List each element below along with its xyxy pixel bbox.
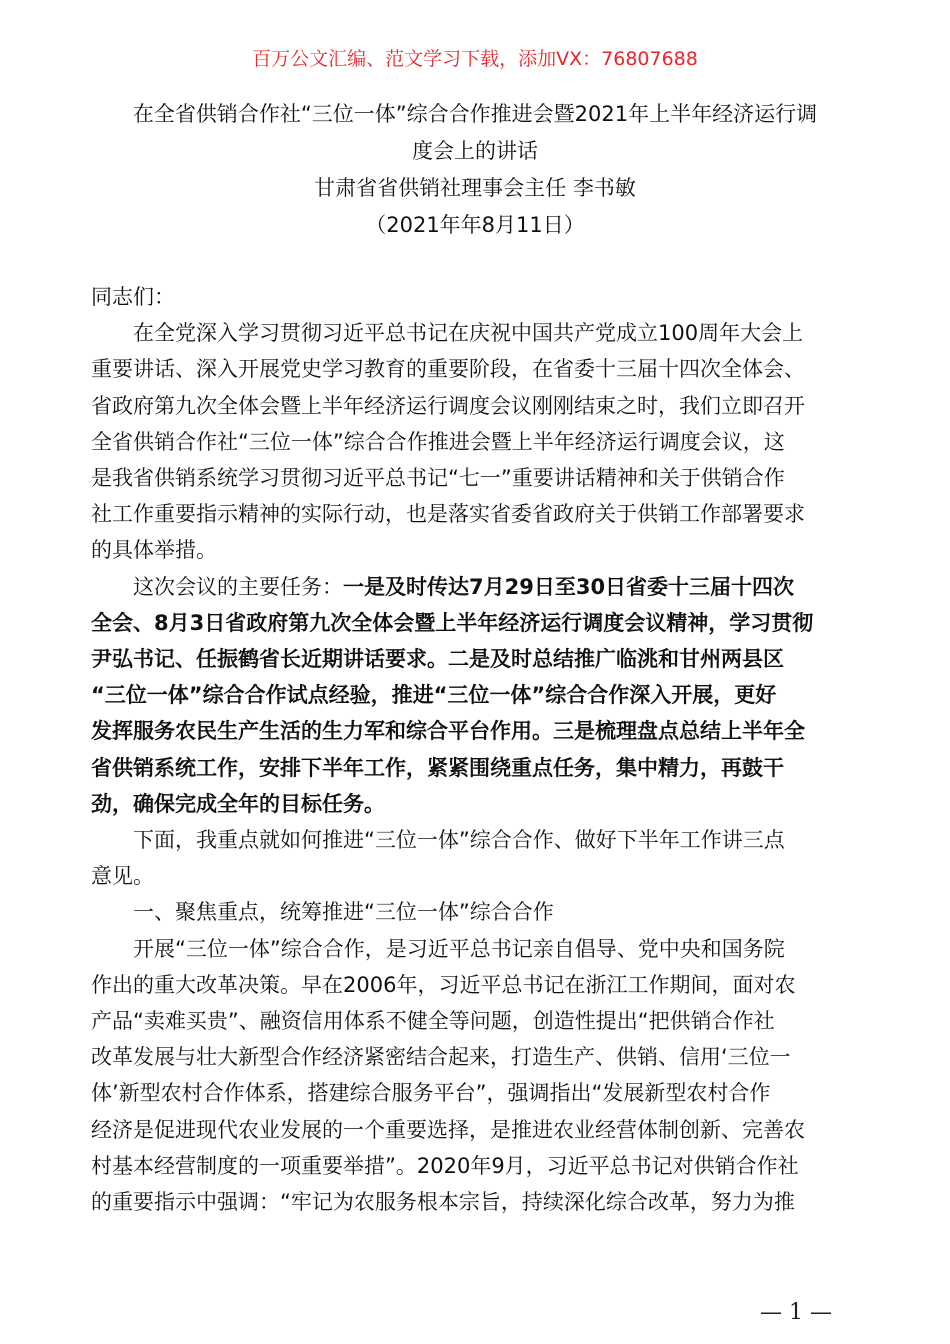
paragraph-3 bbox=[91, 822, 861, 894]
paragraph-2 bbox=[91, 569, 861, 822]
text-line: 开展“三位一体”综合合作，是习近平总书记亲自倡导、党中央和国务院 bbox=[133, 936, 785, 961]
bold-text-line: 全会、8月3日省政府第九次全体会暨上半年经济运行调度会议精神，学习贯彻 bbox=[91, 610, 814, 635]
text-line bbox=[91, 569, 861, 605]
bold-text-line: 发挥服务农民生产生活的生力军和综合平台作用。三是梳理盘点总结上半年全 bbox=[91, 719, 805, 744]
heading-text: 一、聚焦重点，统筹推进“三位一体”综合合作 bbox=[133, 900, 554, 925]
date-line: （2021年年8月11日） bbox=[365, 213, 585, 237]
watermark-banner: 百万公文汇编、范文学习下载，添加VX：76807688 bbox=[252, 48, 698, 70]
page-number: — 1 — bbox=[760, 1300, 832, 1325]
text-line: 改革发展与壮大新型合作经济紧密结合起来，打造生产、供销、信用‘三位一 bbox=[91, 1045, 791, 1070]
text-line: 重要讲话、深入开展党史学习教育的重要阶段，在省委十三届十四次全体会、 bbox=[91, 357, 805, 382]
text-line: 经济是促进现代农业发展的一个重要选择，是推进农业经营体制创新、完善农 bbox=[91, 1117, 805, 1142]
speaker-line: 甘肃省省供销社理事会主任 李书敏 bbox=[314, 176, 636, 200]
bold-text: 一是及时传达7月29日至30日省委十三届十四次 bbox=[343, 574, 795, 599]
bold-text-line: 省供销系统工作，安排下半年工作，紧紧围绕重点任务，集中精力，再鼓干 bbox=[91, 755, 784, 780]
tasks-lead: 这次会议的主要任务： bbox=[133, 574, 343, 599]
document-body bbox=[91, 279, 861, 1220]
text-line: 是我省供销系统学习贯彻习近平总书记“七一”重要讲话精神和关于供销合作 bbox=[91, 466, 785, 491]
text-line: 在全党深入学习贯彻习近平总书记在庆祝中国共产党成立100周年大会上 bbox=[133, 321, 804, 346]
text-line: 意见。 bbox=[91, 864, 154, 889]
title-line-1: 在全省供销合作社“三位一体”综合合作推进会暨2021年上半年经济运行调 bbox=[132, 102, 818, 126]
bold-text-line: 尹弘书记、任振鹤省长近期讲话要求。二是及时总结推广临洮和甘州两县区 bbox=[91, 647, 784, 672]
bold-text-line: “三位一体”综合合作试点经验，推进“三位一体”综合合作深入开展，更好 bbox=[91, 683, 777, 708]
paragraph-1 bbox=[91, 315, 861, 568]
text-line: 产品“卖难买贵”、融资信用体系不健全等问题，创造性提出“把供销合作社 bbox=[91, 1009, 775, 1034]
text-line: 省政府第九次全体会暨上半年经济运行调度会议刚刚结束之时，我们立即召开 bbox=[91, 393, 805, 418]
text-line: 社工作重要指示精神的实际行动，也是落实省委省政府关于供销工作部署要求 bbox=[91, 502, 805, 527]
text-line: 全省供销合作社“三位一体”综合合作推进会暨上半年经济运行调度会议，这 bbox=[91, 429, 785, 454]
text-line: 体’新型农村合作体系，搭建综合服务平台”，强调指出“发展新型农村合作 bbox=[91, 1081, 771, 1106]
bold-text-line: 劲，确保完成全年的目标任务。 bbox=[91, 791, 385, 816]
salutation: 同志们： bbox=[91, 285, 175, 309]
section-heading-1 bbox=[91, 894, 861, 930]
title-line-2: 度会上的讲话 bbox=[412, 139, 538, 163]
text-line: 村基本经营制度的一项重要举措”。2020年9月，习近平总书记对供销合作社 bbox=[91, 1153, 799, 1178]
text-line: 下面，我重点就如何推进“三位一体”综合合作、做好下半年工作讲三点 bbox=[133, 828, 785, 853]
text-line: 的具体举措。 bbox=[91, 538, 217, 563]
text-line: 的重要指示中强调：“牢记为农服务根本宗旨，持续深化综合改革，努力为推 bbox=[91, 1190, 795, 1215]
document-title-block bbox=[90, 96, 860, 244]
paragraph-4 bbox=[91, 931, 861, 1221]
text-line: 作出的重大改革决策。早在2006年，习近平总书记在浙江工作期间，面对农 bbox=[91, 972, 796, 997]
